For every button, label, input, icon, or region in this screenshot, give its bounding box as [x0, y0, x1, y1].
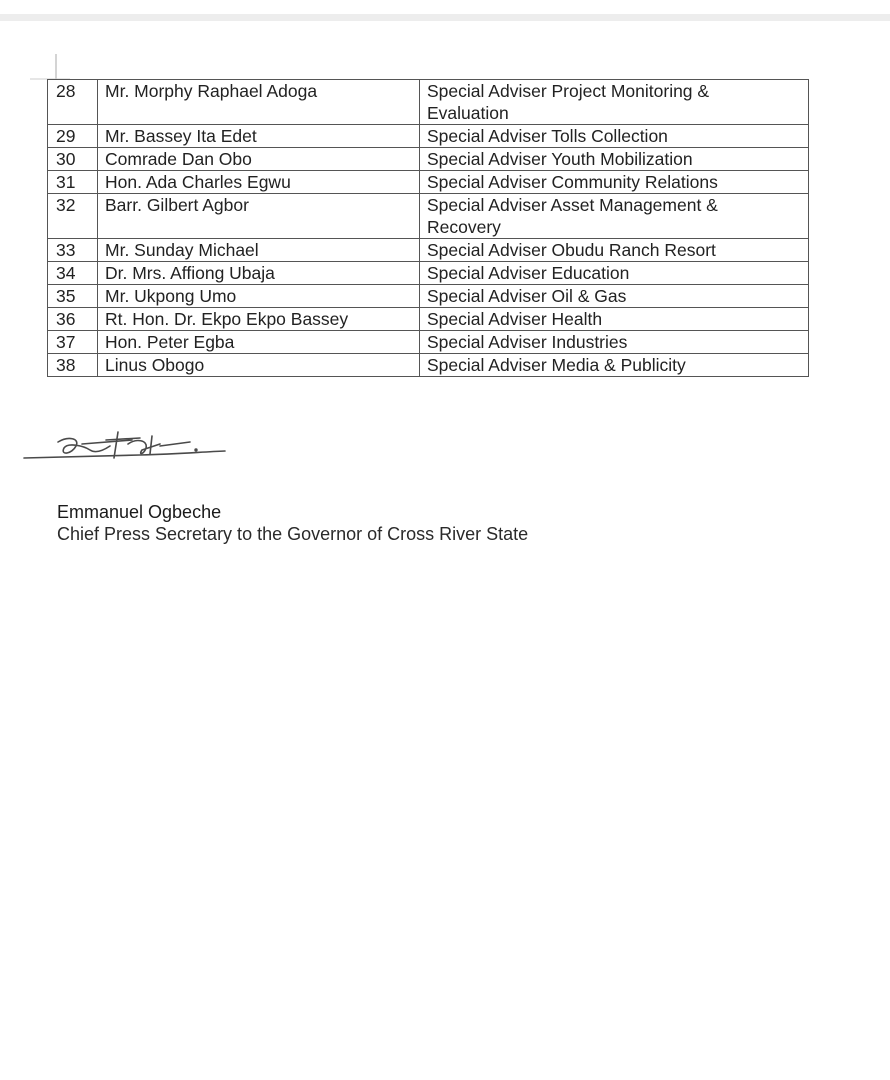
serial-number: 33 [48, 239, 98, 262]
serial-number: 35 [48, 285, 98, 308]
table-row [48, 285, 809, 308]
appointee-name: Mr. Morphy Raphael Adoga [98, 80, 420, 125]
appointee-role: Special Adviser Health [420, 308, 809, 331]
table-row [48, 239, 809, 262]
appointee-name: Hon. Peter Egba [98, 331, 420, 354]
serial-number: 36 [48, 308, 98, 331]
appointee-role: Special Adviser Tolls Collection [420, 125, 809, 148]
appointee-name: Comrade Dan Obo [98, 148, 420, 171]
role-line: Evaluation [427, 103, 509, 123]
appointee-role: Special Adviser Media & Publicity [420, 354, 809, 377]
signature-icon [20, 428, 230, 468]
role-line: Recovery [427, 217, 501, 237]
appointee-role [420, 80, 809, 125]
table-row [48, 331, 809, 354]
serial-number: 32 [48, 194, 98, 239]
appointee-name: Rt. Hon. Dr. Ekpo Ekpo Bassey [98, 308, 420, 331]
appointee-role: Special Adviser Oil & Gas [420, 285, 809, 308]
table-row [48, 125, 809, 148]
table-row [48, 171, 809, 194]
serial-number: 38 [48, 354, 98, 377]
appointee-name: Mr. Sunday Michael [98, 239, 420, 262]
table-row [48, 148, 809, 171]
role-line: Special Adviser Asset Management & [427, 195, 718, 215]
table-row [48, 308, 809, 331]
serial-number: 34 [48, 262, 98, 285]
crop-mark-icon [30, 54, 70, 80]
appointee-role: Special Adviser Youth Mobilization [420, 148, 809, 171]
table-row [48, 194, 809, 239]
serial-number: 29 [48, 125, 98, 148]
appointee-role [420, 194, 809, 239]
appointee-role: Special Adviser Obudu Ranch Resort [420, 239, 809, 262]
serial-number: 37 [48, 331, 98, 354]
table-row [48, 354, 809, 377]
appointments-table [47, 79, 809, 377]
serial-number: 31 [48, 171, 98, 194]
appointee-name: Barr. Gilbert Agbor [98, 194, 420, 239]
appointee-name: Hon. Ada Charles Egwu [98, 171, 420, 194]
appointee-role: Special Adviser Community Relations [420, 171, 809, 194]
appointee-name: Dr. Mrs. Affiong Ubaja [98, 262, 420, 285]
appointee-name: Mr. Ukpong Umo [98, 285, 420, 308]
signatory-name: Emmanuel Ogbeche [57, 502, 222, 522]
serial-number: 30 [48, 148, 98, 171]
appointee-name: Mr. Bassey Ita Edet [98, 125, 420, 148]
serial-number: 28 [48, 80, 98, 125]
page-top-band [0, 14, 890, 21]
appointee-name: Linus Obogo [98, 354, 420, 377]
table-row [48, 262, 809, 285]
appointee-role: Special Adviser Education [420, 262, 809, 285]
table-row [48, 80, 809, 125]
signatory-title: Chief Press Secretary to the Governor of Cross River State [57, 524, 529, 544]
role-line: Special Adviser Project Monitoring & [427, 81, 710, 101]
appointee-role: Special Adviser Industries [420, 331, 809, 354]
